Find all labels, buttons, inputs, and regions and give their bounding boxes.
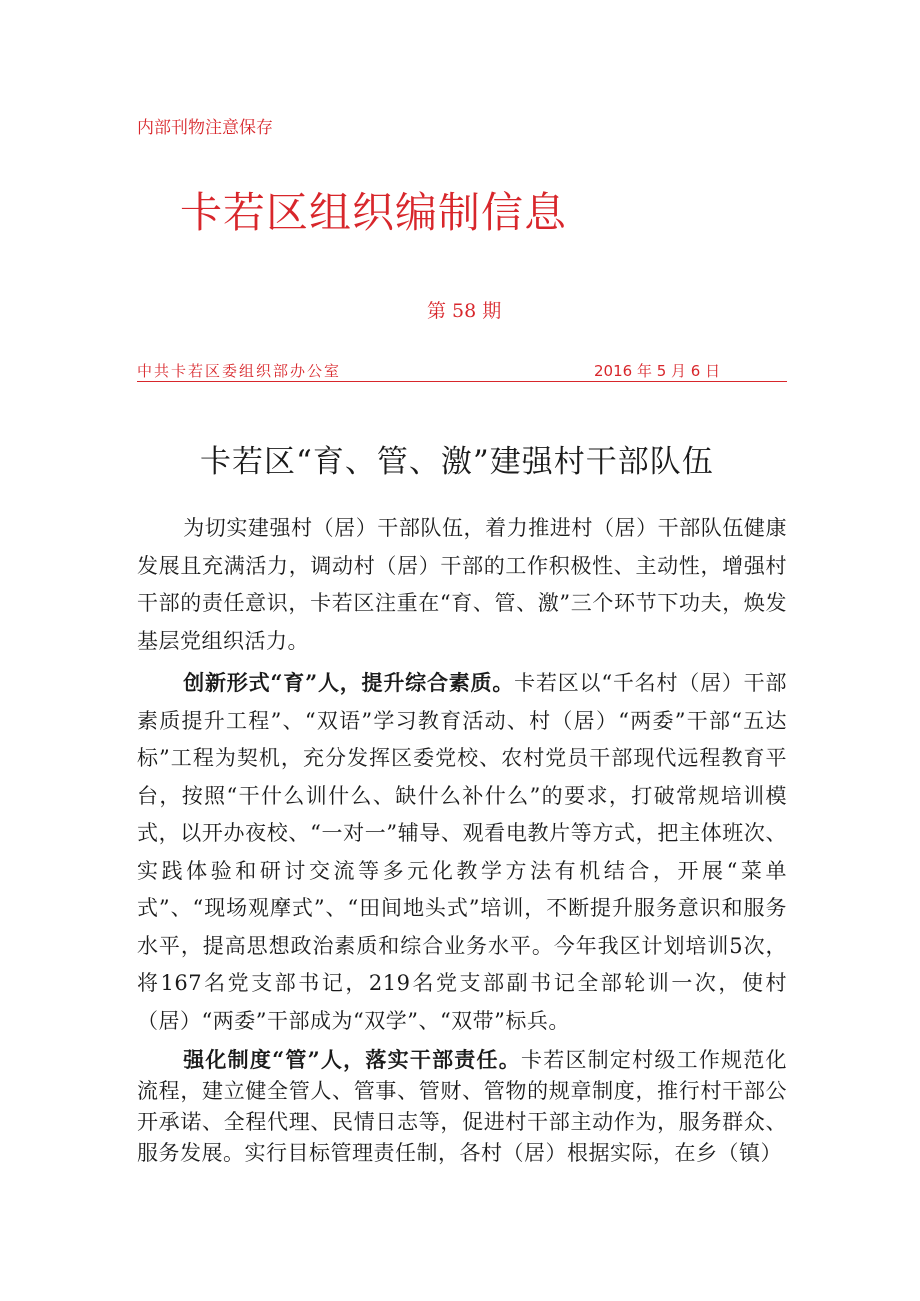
intro-paragraph: 为切实建强村（居）干部队伍，着力推进村（居）干部队伍健康发展且充满活力，调动村（居）干部的工作积极性、主动性，增强村干部的责任意识，卡若区注重在“育、管、激”三个环节下功夫，焕发基层党组织活力。 — [137, 516, 787, 653]
article-body — [137, 510, 787, 1173]
masthead-title: 卡若区组织编制信息 — [180, 188, 568, 237]
article-title: 卡若区“育、管、激”建强村干部队伍 — [200, 444, 714, 480]
issue-number: 第 58 期 — [427, 300, 502, 322]
header-divider — [137, 381, 787, 382]
section-1-paragraph — [137, 664, 787, 1040]
section-1-text: 卡若区以“千名村（居）干部素质提升工程”、“双语”学习教育活动、村（居）“两委”干部“五达标”工程为契机，充分发挥区委党校、农村党员干部现代远程教育平台，按照“干什么训什么、缺什么补什么”的要求，打破常规培训模式，以开办夜校、“一对一”辅导、观看电教片等方式，把主体班次、实践体验和研讨交流等多元化教学方法有机结合，开展“菜单式”、“现场观摩式”、“田间地头式”培训，不断提升服务意识和服务水平，提高思想政治素质和综合业务水平。今年我区计划培训5次，将167名党支部书记，219名党支部副书记全部轮训一次，使村（居）“两委”干部成为“双学”、“双带”标兵。 — [137, 671, 787, 1033]
section-2-lead: 强化制度“管”人，落实干部责任。 — [183, 1047, 521, 1072]
internal-notice: 内部刊物注意保存 — [137, 118, 273, 138]
section-1-lead: 创新形式“育”人，提升综合素质。 — [183, 670, 515, 695]
section-2-text: 卡若区制定村级工作规范化流程，建立健全管人、管事、管财、管物的规章制度，推行村干部公开承诺、全程代理、民情日志等，促进村干部主动作为，服务群众、服务发展。实行目标管理责任制，各村（居）根据实际，在乡（镇） — [137, 1048, 787, 1165]
issue-date: 2016 年 5 月 6 日 — [594, 362, 721, 380]
issuing-organization: 中共卡若区委组织部办公室 — [137, 362, 342, 380]
section-2-paragraph — [137, 1044, 787, 1169]
